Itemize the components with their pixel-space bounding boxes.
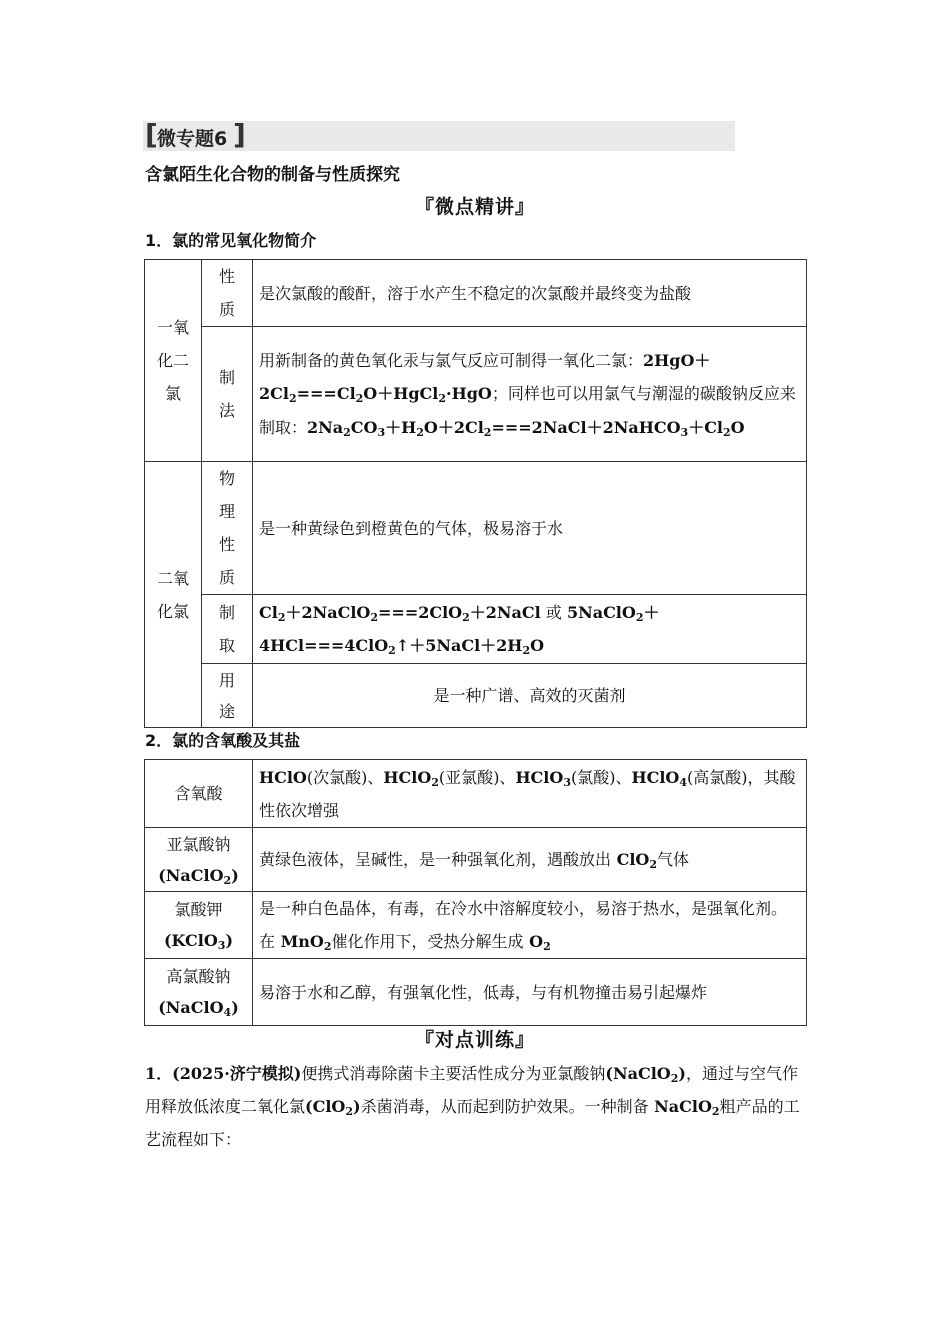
acid-desc-cell: HClO(次氯酸)、HClO$_2$(亚氯酸)、HClO$_3$(氯酸)、HClO$_4$(高氯酸)，其酸性依次增强: [253, 760, 807, 828]
acid-name-cell: 含氧酸: [145, 760, 253, 828]
exercise-paragraph: 1．(2025·济宁模拟)便携式消毒除菌卡主要活性成分为亚氯酸钠(NaClO$_2$)，通过与空气作用释放低浓度二氧化氯(ClO$_2$)杀菌消毒，从而起到防护效果。一种制备 NaClO$_2$粗产品的工艺流程如下：: [145, 1064, 800, 1149]
naclo2-desc-cell: 黄绿色液体，呈碱性，是一种强氧化剂，遇酸放出 ClO$_2$气体: [253, 828, 807, 892]
naclo2-name-cell: 亚氯酸钠 (NaClO$_2$): [145, 828, 253, 892]
clo2-use-label: 用途: [202, 664, 253, 728]
naclo4-name-cell: 高氯酸钠 (NaClO$_4$): [145, 959, 253, 1026]
cl2o-prop-label: 性质: [202, 260, 253, 327]
clo2-use-cell: 是一种广谱、高效的灭菌剂: [253, 664, 807, 728]
table-row: [145, 760, 807, 828]
page-subtitle: 含氯陌生化合物的制备与性质探究: [145, 165, 400, 185]
clo2-phys-cell: 是一种黄绿色到橙黄色的气体，极易溶于水: [253, 462, 807, 595]
part2-heading: 2．氯的含氧酸及其盐: [145, 731, 301, 750]
oxyacid-table: [144, 759, 807, 1026]
cl2o-prep-label: 制法: [202, 327, 253, 462]
clo2-phys-label: 物理性质: [202, 462, 253, 595]
table-row: [145, 664, 807, 728]
clo2-prep-label: 制取: [202, 595, 253, 664]
section-heading-lecture: 『微点精讲』: [414, 196, 535, 218]
left-bracket: [: [145, 118, 158, 151]
naclo4-desc-cell: 易溶于水和乙醇，有强氧化性，低毒，与有机物撞击易引起爆炸: [253, 959, 807, 1026]
cl2o-prop-cell: 是次氯酸的酸酐，溶于水产生不稳定的次氯酸并最终变为盐酸: [253, 260, 807, 327]
part1-heading: 1．氯的常见氧化物简介: [145, 231, 317, 250]
section-heading-practice: 『对点训练』: [414, 1029, 535, 1051]
exercise-source: 1．(2025·济宁模拟): [145, 1064, 302, 1083]
topic-badge: 微专题6: [157, 128, 228, 150]
topic-banner: [143, 118, 735, 151]
table-row: [145, 260, 807, 327]
cl2o-prep-cell: 用新制备的黄色氧化汞与氯气反应可制得一氧化二氯：$2HgO+2Cl_2===Cl_2O+HgCl_2\cdot HgO$；同样也可以用氯气与潮湿的碳酸钠反应来制取：$2Na_2CO_3+H_2O+2Cl_2===2NaCl+2NaHCO_3+Cl_2O$: [253, 327, 807, 462]
table-row: [145, 462, 807, 595]
table-row: [145, 959, 807, 1026]
clo2-name-cell: 二氧化氯: [145, 462, 202, 728]
table-row: [145, 327, 807, 462]
cl2o-name-cell: 一氧化二氯: [145, 260, 202, 462]
kclo3-name-cell: 氯酸钾 (KClO$_3$): [145, 892, 253, 959]
table-row: [145, 595, 807, 664]
clo2-prep-cell: $Cl_2+2NaClO_2===2ClO_2+2NaCl$ 或 $5NaClO_2+4HCl===4ClO_2↑+5NaCl+2H_2O$: [253, 595, 807, 664]
table-row: [145, 828, 807, 892]
kclo3-desc-cell: 是一种白色晶体，有毒，在冷水中溶解度较小，易溶于热水，是强氧化剂。在 MnO$_2$催化作用下，受热分解生成 $O_2$: [253, 892, 807, 959]
table-row: [145, 892, 807, 959]
right-bracket: ]: [233, 118, 246, 151]
oxide-table: [144, 259, 807, 728]
